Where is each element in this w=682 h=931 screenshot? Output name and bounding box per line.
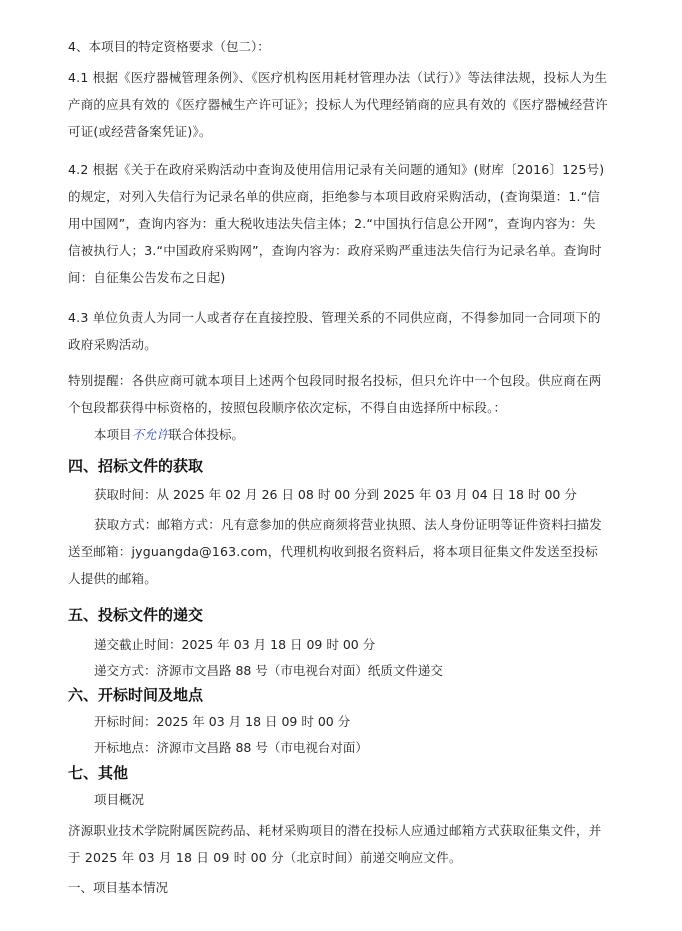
overview-text: 济源职业技术学院附属医院药品、耗材采购项目的潜在投标人应通过邮箱方式获取征集文件，并于 2025 年 03 月 18 日 09 时 00 分（北京时间）前递交响应文件。 (68, 823, 602, 865)
consortium-prefix: 本项目 (94, 427, 132, 442)
consortium-suffix: 联合体投标。 (169, 427, 245, 442)
section-4-title: 4、本项目的特定资格要求（包二）： (68, 39, 270, 54)
heading-section-7: 七、其他 (68, 764, 129, 782)
obtain-method: 获取方式：邮箱方式：凡有意参加的供应商须将营业执照、法人身份证明等证件资料扫描发送至邮箱：jyguangda@163.com，代理机构收到报名资料后，将本项目征集文件发送至投标人提供的邮箱。 (68, 517, 603, 586)
opening-place: 开标地点：济源市文昌路 88 号（市电视台对面） (94, 740, 368, 755)
obtain-time: 获取时间：从 2025 年 02 月 26 日 08 时 00 分到 2025 年 03 月 04 日 18 时 00 分 (94, 487, 577, 502)
consortium-not-allowed: 不允许 (131, 427, 170, 442)
subsection-basic-info: 一、项目基本情况 (68, 880, 169, 895)
opening-time: 开标时间：2025 年 03 月 18 日 09 时 00 分 (94, 714, 351, 729)
heading-section-4: 四、招标文件的获取 (68, 457, 204, 475)
consortium-line (94, 425, 244, 445)
overview-label: 项目概况 (94, 792, 145, 807)
submission-deadline: 递交截止时间：2025 年 03 月 18 日 09 时 00 分 (94, 637, 376, 652)
submission-method: 递交方式：济源市文昌路 88 号（市电视台对面）纸质文件递交 (94, 663, 443, 678)
paragraph-4-3: 4.3 单位负责人为同一人或者存在直接控股、管理关系的不同供应商，不得参加同一合同项下的政府采购活动。 (68, 310, 601, 352)
heading-section-6: 六、开标时间及地点 (68, 686, 204, 704)
paragraph-4-1: 4.1 根据《医疗器械管理条例》、《医疗机构医用耗材管理办法（试行）》等法律法规，投标人为生产商的应具有效的《医疗器械生产许可证》；投标人为代理经销商的应具有效的《医疗器械经营许可证(或经营备案凭证)》。 (68, 70, 608, 139)
heading-section-5: 五、投标文件的递交 (68, 606, 204, 624)
special-reminder: 特别提醒：各供应商可就本项目上述两个包段同时报名投标，但只允许中一个包段。供应商在两个包段都获得中标资格的，按照包段顺序依次定标，不得自由选择所中标段。： (68, 373, 602, 415)
paragraph-4-2: 4.2 根据《关于在政府采购活动中查询及使用信用记录有关问题的通知》(财库〔2016〕125号)的规定，对列入失信行为记录名单的供应商，拒绝参与本项目政府采购活动，(查询渠道：1.“信用中国网”，查询内容为：重大税收违法失信主体；2.“中国执行信息公开网”，查询内容为：失信被执行人；3.“中国政府采购网”，查询内容为：政府采购严重违法失信行为记录名单。查询时间：自征集公告发布之日起) (68, 162, 605, 285)
